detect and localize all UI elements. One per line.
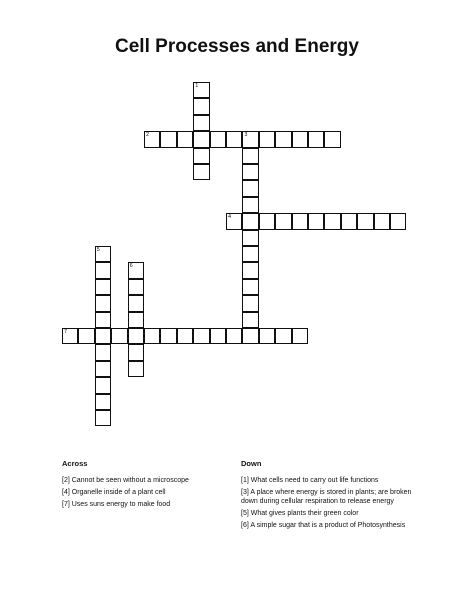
grid-cell[interactable] bbox=[259, 328, 275, 344]
grid-cell[interactable] bbox=[95, 361, 111, 377]
down-heading: Down bbox=[241, 459, 262, 468]
grid-cell[interactable] bbox=[308, 131, 324, 147]
grid-cell[interactable] bbox=[210, 328, 226, 344]
grid-cell[interactable] bbox=[128, 344, 144, 360]
grid-cell[interactable] bbox=[177, 131, 193, 147]
across-clues bbox=[62, 476, 222, 512]
grid-cell[interactable] bbox=[242, 279, 258, 295]
grid-cell[interactable] bbox=[95, 295, 111, 311]
grid-cell[interactable] bbox=[242, 197, 258, 213]
grid-cell[interactable] bbox=[242, 148, 258, 164]
grid-cell[interactable] bbox=[275, 213, 291, 229]
grid-cell[interactable] bbox=[226, 328, 242, 344]
grid-cell[interactable] bbox=[292, 131, 308, 147]
grid-cell[interactable] bbox=[193, 98, 209, 114]
clue-down-3: [3] A place where energy is stored in plants; are broken down during cellular respiration to release energy bbox=[241, 489, 412, 505]
grid-cell[interactable] bbox=[341, 213, 357, 229]
grid-cell[interactable] bbox=[193, 82, 209, 98]
grid-cell[interactable] bbox=[242, 180, 258, 196]
grid-cell[interactable] bbox=[242, 262, 258, 278]
grid-cell[interactable] bbox=[95, 410, 111, 426]
grid-cell[interactable] bbox=[128, 312, 144, 328]
puzzle-title: Cell Processes and Energy bbox=[115, 36, 359, 57]
clue-down-5: [5] What gives plants their green color bbox=[241, 510, 359, 517]
grid-cell[interactable] bbox=[78, 328, 94, 344]
grid-cell[interactable] bbox=[390, 213, 406, 229]
grid-cell[interactable] bbox=[177, 328, 193, 344]
grid-cell[interactable] bbox=[95, 394, 111, 410]
clue-number: 3 bbox=[244, 132, 248, 139]
grid-cell[interactable] bbox=[242, 295, 258, 311]
clue-number: 6 bbox=[129, 263, 133, 270]
grid-cell[interactable] bbox=[242, 131, 258, 147]
grid-cell[interactable] bbox=[242, 230, 258, 246]
clue-across-4: [4] Organelle inside of a plant cell bbox=[62, 489, 166, 496]
grid-cell[interactable] bbox=[210, 131, 226, 147]
grid-cell[interactable] bbox=[193, 164, 209, 180]
grid-cell[interactable] bbox=[128, 262, 144, 278]
grid-cell[interactable] bbox=[259, 213, 275, 229]
grid-cell[interactable] bbox=[242, 164, 258, 180]
grid-cell[interactable] bbox=[95, 246, 111, 262]
clue-across-7: [7] Uses suns energy to make food bbox=[62, 501, 171, 508]
grid-cell[interactable] bbox=[226, 213, 242, 229]
grid-cell[interactable] bbox=[95, 328, 111, 344]
grid-cell[interactable] bbox=[144, 328, 160, 344]
grid-cell[interactable] bbox=[226, 131, 242, 147]
grid-cell[interactable] bbox=[242, 312, 258, 328]
clue-down-1: [1] What cells need to carry out life functions bbox=[241, 477, 379, 484]
grid-cell[interactable] bbox=[62, 328, 78, 344]
clue-number: 5 bbox=[96, 247, 100, 253]
clue-down-6: [6] A simple sugar that is a product of Photosynthesis bbox=[241, 522, 406, 529]
grid-cell[interactable] bbox=[193, 115, 209, 131]
grid-cell[interactable] bbox=[242, 213, 258, 229]
grid-cell[interactable] bbox=[95, 262, 111, 278]
grid-cell[interactable] bbox=[128, 328, 144, 344]
grid-cell[interactable] bbox=[324, 213, 340, 229]
grid-cell[interactable] bbox=[242, 246, 258, 262]
clue-number: 4 bbox=[228, 214, 232, 221]
grid-cell[interactable] bbox=[259, 131, 275, 147]
grid-cell[interactable] bbox=[357, 213, 373, 229]
grid-cell[interactable] bbox=[95, 377, 111, 393]
clue-number: 7 bbox=[64, 329, 68, 335]
grid-cell[interactable] bbox=[193, 131, 209, 147]
grid-cell[interactable] bbox=[292, 328, 308, 344]
clue-number: 1 bbox=[195, 83, 199, 89]
grid-cell[interactable] bbox=[160, 131, 176, 147]
grid-cell[interactable] bbox=[193, 328, 209, 344]
down-clues bbox=[241, 476, 416, 533]
grid-cell[interactable] bbox=[308, 213, 324, 229]
grid-cell[interactable] bbox=[275, 328, 291, 344]
clue-across-2: [2] Cannot be seen without a microscope bbox=[62, 477, 189, 484]
grid-cell[interactable] bbox=[144, 131, 160, 147]
grid-cell[interactable] bbox=[95, 344, 111, 360]
clue-number: 2 bbox=[146, 132, 150, 139]
grid-cell[interactable] bbox=[95, 312, 111, 328]
grid-cell[interactable] bbox=[128, 279, 144, 295]
grid-cell[interactable] bbox=[160, 328, 176, 344]
across-heading: Across bbox=[62, 459, 88, 468]
grid-cell[interactable] bbox=[275, 131, 291, 147]
grid-cell[interactable] bbox=[374, 213, 390, 229]
grid-cell[interactable] bbox=[324, 131, 340, 147]
grid-cell[interactable] bbox=[292, 213, 308, 229]
grid-cell[interactable] bbox=[111, 328, 127, 344]
grid-cell[interactable] bbox=[242, 328, 258, 344]
grid-cell[interactable] bbox=[95, 279, 111, 295]
grid-cell[interactable] bbox=[128, 361, 144, 377]
grid-cell[interactable] bbox=[128, 295, 144, 311]
grid-cell[interactable] bbox=[193, 148, 209, 164]
